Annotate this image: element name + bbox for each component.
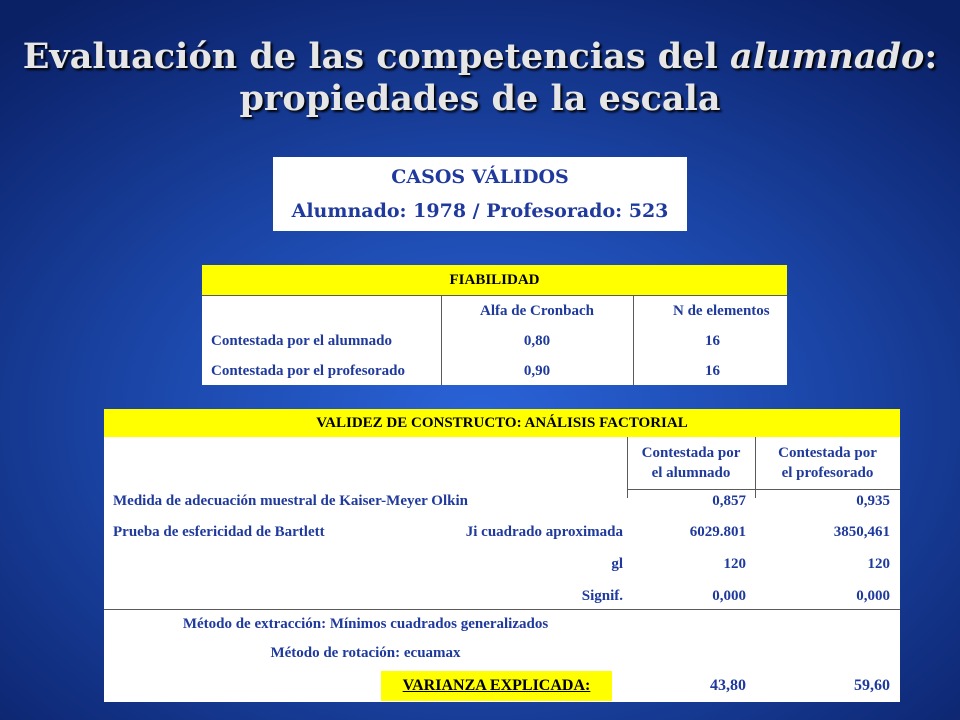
- divider: [633, 295, 634, 385]
- col-header-profesorado-l2: el profesorado: [781, 465, 874, 481]
- bartlett-sig-profesorado: 0,000: [856, 588, 890, 604]
- bartlett-gl-profesorado: 120: [867, 556, 890, 572]
- col-header-alumnado-l2: el alumnado: [651, 465, 731, 481]
- bartlett-chi-alumnado: 6029.801: [689, 524, 746, 540]
- divider: [627, 489, 900, 490]
- n-elements-alumnado: 16: [705, 333, 720, 349]
- slide-title: [0, 36, 960, 120]
- divider: [104, 609, 900, 610]
- bartlett-label: Prueba de esfericidad de Bartlett: [113, 524, 325, 540]
- bartlett-sig-alumnado: 0,000: [712, 588, 746, 604]
- valid-cases-box: [273, 157, 687, 231]
- title-line-1-text: Evaluación de las competencias del: [22, 36, 730, 77]
- bartlett-chi-label: Ji cuadrado aproximada: [465, 524, 623, 540]
- title-line-2: propiedades de la escala: [239, 78, 721, 119]
- col-header-profesorado-l1: Contestada por: [778, 445, 877, 461]
- cronbach-profesorado: 0,90: [523, 363, 551, 379]
- rotation-method: Método de rotación: ecuamax: [270, 645, 461, 661]
- explained-variance-label: VARIANZA EXPLICADA:: [381, 671, 612, 701]
- row-label-profesorado: Contestada por el profesorado: [211, 363, 406, 379]
- row-label-alumnado: Contestada por el alumnado: [211, 333, 392, 349]
- explained-variance-alumnado: 43,80: [710, 677, 746, 694]
- n-elements-profesorado: 16: [705, 363, 720, 379]
- valid-cases-heading: CASOS VÁLIDOS: [391, 166, 569, 188]
- col-header-n-elements: N de elementos: [673, 303, 770, 319]
- bartlett-sig-label: Signif.: [581, 588, 623, 604]
- explained-variance-profesorado: 59,60: [854, 677, 890, 694]
- validity-table: [104, 409, 900, 702]
- extraction-method: Método de extracción: Mínimos cuadrados generalizados: [182, 616, 549, 632]
- bartlett-chi-profesorado: 3850,461: [833, 524, 890, 540]
- validity-header: VALIDEZ DE CONSTRUCTO: ANÁLISIS FACTORIAL: [104, 409, 900, 437]
- title-line-1: [0, 36, 960, 78]
- col-header-alumnado-l1: Contestada por: [641, 445, 741, 461]
- title-emphasis: alumnado: [729, 36, 925, 77]
- bartlett-gl-alumnado: 120: [723, 556, 746, 572]
- bartlett-gl-label: gl: [611, 556, 623, 572]
- kmo-label: Medida de adecuación muestral de Kaiser-Meyer Olkin: [113, 493, 468, 509]
- col-header-cronbach: Alfa de Cronbach: [480, 303, 594, 319]
- reliability-header: FIABILIDAD: [202, 265, 787, 295]
- kmo-profesorado: 0,935: [856, 493, 890, 509]
- kmo-alumnado: 0,857: [712, 493, 746, 509]
- divider: [202, 295, 787, 296]
- cronbach-alumnado: 0,80: [523, 333, 551, 349]
- title-colon: :: [924, 36, 938, 77]
- valid-cases-detail: Alumnado: 1978 / Profesorado: 523: [291, 200, 669, 222]
- reliability-table: [202, 265, 787, 385]
